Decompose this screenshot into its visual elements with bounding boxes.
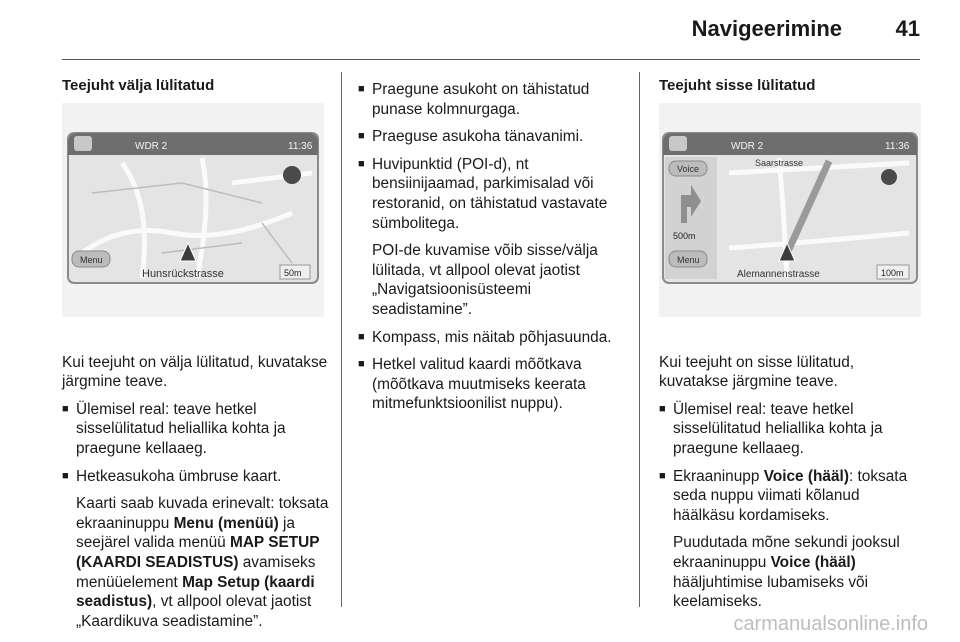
- middle-bullet-5: ■ Hetkel valitud kaardi mõõtkava (mõõtkava muutmiseks keerata mitmefunktsioonilist nuppu).: [358, 355, 630, 414]
- right-heading: Teejuht sisse lülitatud: [659, 77, 816, 94]
- right-sub: [659, 533, 923, 611]
- clock: 11:36: [885, 141, 910, 152]
- column-divider-2: [639, 72, 640, 607]
- home-icon: [669, 136, 687, 151]
- watermark: carmanualsonline.info: [733, 613, 928, 635]
- text-run: hääljuhtimise lubamiseks või keelamiseks.: [673, 573, 869, 611]
- map-scale: 50m: [284, 268, 302, 278]
- voice-button[interactable]: Voice: [677, 164, 700, 174]
- right-bullet-1: ■ Ülemisel real: teave hetkel sisselülitatud heliallika kohta ja praegune kellaaeg.: [659, 400, 923, 459]
- station-name: WDR 2: [135, 141, 168, 152]
- middle-bullet-4: ■ Kompass, mis näitab põhjasuunda.: [358, 328, 630, 348]
- street-name-top: Saarstrasse: [755, 158, 804, 168]
- station-name: WDR 2: [731, 141, 764, 152]
- text-run: ja seejärel valida menüü: [76, 514, 295, 552]
- middle-bullet-1: ■ Praegune asukoht on tähistatud punase kolmnurgaga.: [358, 80, 630, 119]
- map-screenshot-guidance-on: [659, 103, 921, 317]
- text-run: Ekraaninupp: [673, 467, 764, 485]
- right-bullet-2: [659, 467, 923, 526]
- page-number: 41: [895, 16, 920, 41]
- page-header: [0, 0, 960, 62]
- menu-button[interactable]: Menu: [677, 255, 700, 265]
- street-name: Hunsrückstrasse: [142, 268, 224, 280]
- left-bullet-2: ■ Hetkeasukoha ümbruse kaart.: [62, 467, 330, 487]
- map-setup-term: MAP SETUP (KAARDI SEADISTUS): [76, 534, 320, 571]
- page-title: Navigeerimine: [691, 16, 842, 41]
- compass-icon: [283, 166, 301, 184]
- clock: 11:36: [288, 141, 313, 152]
- right-intro: Kui teejuht on sisse lülitatud, kuvatakse järgmine teave.: [659, 353, 855, 391]
- map-scale: 100m: [881, 268, 904, 278]
- middle-column: [358, 80, 630, 414]
- home-icon: [74, 136, 92, 151]
- column-divider-1: [341, 72, 342, 607]
- voice-term: Voice (hääl): [763, 467, 849, 485]
- left-intro: Kui teejuht on välja lülitatud, kuvatakse järgmine teave.: [62, 353, 328, 391]
- middle-sub-3: POI-de kuvamise võib sisse/välja lülitada, vt allpool olevat jaotist „Navigatsioonisüsteemi seadistamine”.: [372, 242, 598, 318]
- middle-bullet-2: ■ Praeguse asukoha tänavanimi.: [358, 127, 630, 147]
- text-run: Puudutada mõne sekundi jooksul ekraaninuppu: [673, 534, 900, 571]
- left-bullet-1: ■ Ülemisel real: teave hetkel sisselülitatud heliallika kohta ja praegune kellaaeg.: [62, 400, 330, 459]
- compass-icon: [881, 169, 897, 185]
- menu-term: Menu (menüü): [173, 514, 279, 532]
- header-rule: [62, 59, 920, 60]
- text-run: avamiseks menüüelement: [76, 553, 316, 591]
- voice-term: Voice (hääl): [770, 553, 856, 571]
- menu-button[interactable]: Menu: [80, 255, 103, 265]
- left-heading: Teejuht välja lülitatud: [62, 77, 215, 94]
- text-run: , vt allpool olevat jaotist „Kaardikuva seadistamine”.: [76, 593, 312, 630]
- middle-bullet-3: ■ Huvipunktid (POI-d), nt bensiinijaamad, parkimisalad või restoranid, on tähistatud vastavate sümbolitega.: [358, 155, 630, 233]
- map-screenshot-guidance-off: [62, 103, 324, 317]
- left-map-paragraph: [62, 494, 330, 631]
- text-run: : toksata seda nuppu viimati kõlanud häälkäsu kordamiseks.: [673, 467, 908, 524]
- street-name: Alemannenstrasse: [737, 269, 820, 280]
- text-run: Kaarti saab kuvada erinevalt: toksata ekraaninuppu: [76, 495, 329, 532]
- map-setup-item-term: Map Setup (kaardi seadistus): [76, 573, 315, 611]
- turn-distance: 500m: [673, 231, 696, 241]
